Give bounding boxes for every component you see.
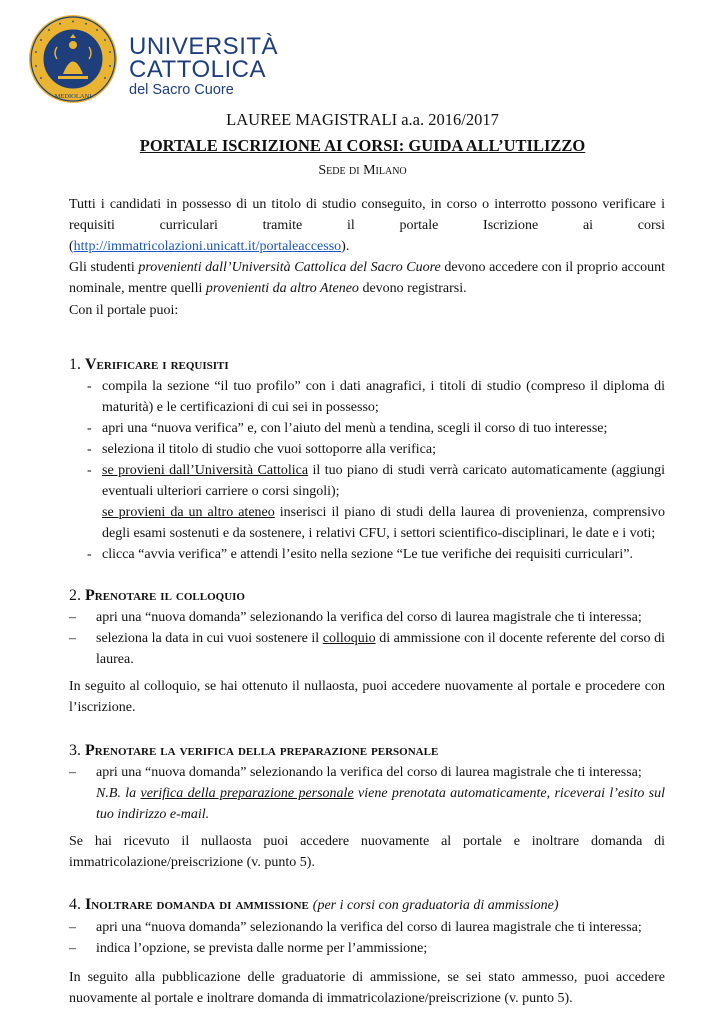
list-item-text: compila la sezione “il tuo profilo” con i dati anagrafici, i titoli di studio (compreso il diploma di maturità) e le certificazioni di cui sei in possesso; <box>102 379 665 415</box>
other-university-condition: se provieni da un altro ateneo <box>102 505 275 520</box>
wordmark-line-3: del Sacro Cuore <box>129 82 234 98</box>
section-2-number: 2. <box>69 587 81 604</box>
cattolica-condition: se provieni dall’Università Cattolica <box>102 463 309 478</box>
dash-marker: – <box>69 631 76 646</box>
list-item-text: apri una “nuova verifica” e, con l’aiuto del menù a tendina, scegli il corso di tuo interesse; <box>102 421 608 436</box>
dash-marker: - <box>87 463 92 478</box>
list-item <box>69 938 665 959</box>
intro-p2-c: devono accedere con il proprio account nominale, mentre quelli <box>69 260 665 296</box>
nb-underlined: verifica della preparazione personale <box>140 786 354 801</box>
list-item <box>69 762 665 783</box>
list-item <box>69 460 665 544</box>
intro-p2-d: provenienti da altro Ateneo <box>205 281 359 296</box>
intro-p2-b: provenienti dall’Università Cattolica del Sacro Cuore <box>138 260 441 275</box>
section-4-list <box>69 917 665 959</box>
section-3-nb <box>69 783 665 825</box>
nb-text: N.B. la <box>96 786 137 801</box>
list-item <box>69 917 665 938</box>
intro-p2-a: Gli studenti <box>69 260 135 275</box>
campus-heading: Sede di Milano <box>318 163 407 178</box>
section-4-number: 4. <box>69 896 81 913</box>
section-2-title: Prenotare il colloquio <box>85 587 245 604</box>
section-3-note: Se hai ricevuto il nullaosta puoi accedere nuovamente al portale e inoltrare domanda di immatricolazione/preiscrizione (v. punto 5). <box>69 834 665 870</box>
wordmark-line-1: UNIVERSITÀ <box>129 33 279 60</box>
list-item-text: il tuo piano di studi verrà caricato automaticamente (aggiungi eventuali ulteriori carriere o corsi singoli); <box>102 463 666 499</box>
seal-city-text: MEDIOLANI <box>54 93 92 100</box>
intro-paragraph-1 <box>69 194 665 236</box>
university-seal-icon <box>28 14 118 104</box>
list-item <box>69 544 665 565</box>
university-wordmark <box>129 33 279 98</box>
list-item-text: di ammissione con il docente referente del corso di laurea. <box>96 631 665 667</box>
section-3-heading <box>69 740 665 761</box>
dash-marker: – <box>69 920 76 935</box>
intro-paragraph-2 <box>69 257 665 299</box>
section-2-heading <box>69 585 665 606</box>
academic-year-heading: LAUREE MAGISTRALI a.a. 2016/2017 <box>226 110 499 129</box>
section-1-heading <box>69 354 665 375</box>
colloquio-underlined: colloquio <box>322 631 376 646</box>
portal-link-line <box>69 236 665 257</box>
section-3-number: 3. <box>69 742 81 759</box>
section-2-note: In seguito al colloquio, se hai ottenuto il nullaosta, puoi accedere nuovamente al portale e procedere con l’iscrizione. <box>69 679 665 715</box>
document-title: PORTALE ISCRIZIONE AI CORSI: GUIDA ALL’UTILIZZO <box>139 136 586 155</box>
section-3-title: Prenotare la verifica della preparazione personale <box>85 742 439 759</box>
nb-text: viene prenotata automaticamente, riceverai l’esito sul tuo indirizzo e-mail. <box>96 786 666 822</box>
list-item-text: apri una “nuova domanda” selezionando la verifica del corso di laurea magistrale che ti interessa; <box>96 920 642 935</box>
intro-p2-e: devono registrarsi. <box>362 281 467 296</box>
section-1-number: 1. <box>69 356 81 373</box>
list-item-text: inserisci il piano di studi della laurea di provenienza, comprensivo degli esami sostenuti e da sostenere, i relativi CFU, i settori scientifico-disciplinari, le date e i voti; <box>102 505 666 541</box>
dash-marker: - <box>87 421 92 436</box>
section-3-list <box>69 762 665 783</box>
section-1-list <box>69 376 665 565</box>
list-item-text: apri una “nuova domanda” selezionando la verifica del corso di laurea magistrale che ti interessa; <box>96 765 642 780</box>
intro-text: Tutti i candidati in possesso di un titolo di studio conseguito, in corso o interrotto possono verificare i requisiti curriculari tramite il portale Iscrizione ai corsi <box>69 197 665 233</box>
section-4-subtitle: (per i corsi con graduatoria di ammissione) <box>312 898 559 913</box>
section-4-title: Inoltrare domanda di ammissione <box>85 896 309 913</box>
dash-marker: – <box>69 765 76 780</box>
university-logo <box>28 14 288 104</box>
dash-marker: – <box>69 610 76 625</box>
list-item <box>69 628 665 670</box>
wordmark-line-2: CATTOLICA <box>129 56 266 83</box>
list-item-text: apri una “nuova domanda” selezionando la verifica del corso di laurea magistrale che ti interessa; <box>96 610 642 625</box>
dash-marker: - <box>87 442 92 457</box>
dash-marker: - <box>87 379 92 394</box>
list-item-text: indica l’opzione, se prevista dalle norme per l’ammissione; <box>96 941 428 956</box>
section-4-heading <box>69 894 665 916</box>
portal-link[interactable]: http://immatricolazioni.unicatt.it/portaleaccesso <box>73 239 342 254</box>
paren-open: ( <box>69 239 74 254</box>
list-item <box>69 607 665 628</box>
section-4-note: In seguito alla pubblicazione delle graduatorie di ammissione, se sei stato ammesso, puoi accedere nuovamente al portale e inoltrare domanda di immatricolazione/preiscrizione (v. punto 5). <box>69 970 665 1006</box>
paren-close: ). <box>341 239 350 254</box>
list-item <box>69 439 665 460</box>
list-item-text: clicca “avvia verifica” e attendi l’esito nella sezione “Le tue verifiche dei requisiti curriculari”. <box>102 547 633 562</box>
list-item-text: seleziona il titolo di studio che vuoi sottoporre alla verifica; <box>102 442 436 457</box>
list-item <box>69 418 665 439</box>
intro-paragraph-3: Con il portale puoi: <box>69 303 179 318</box>
dash-marker: - <box>87 547 92 562</box>
list-item-text: seleziona la data in cui vuoi sostenere il <box>96 631 320 646</box>
list-item <box>69 376 665 418</box>
dash-marker: – <box>69 941 76 956</box>
document-body <box>69 194 665 1009</box>
section-1-title: Verificare i requisiti <box>85 356 229 373</box>
section-2-list <box>69 607 665 670</box>
